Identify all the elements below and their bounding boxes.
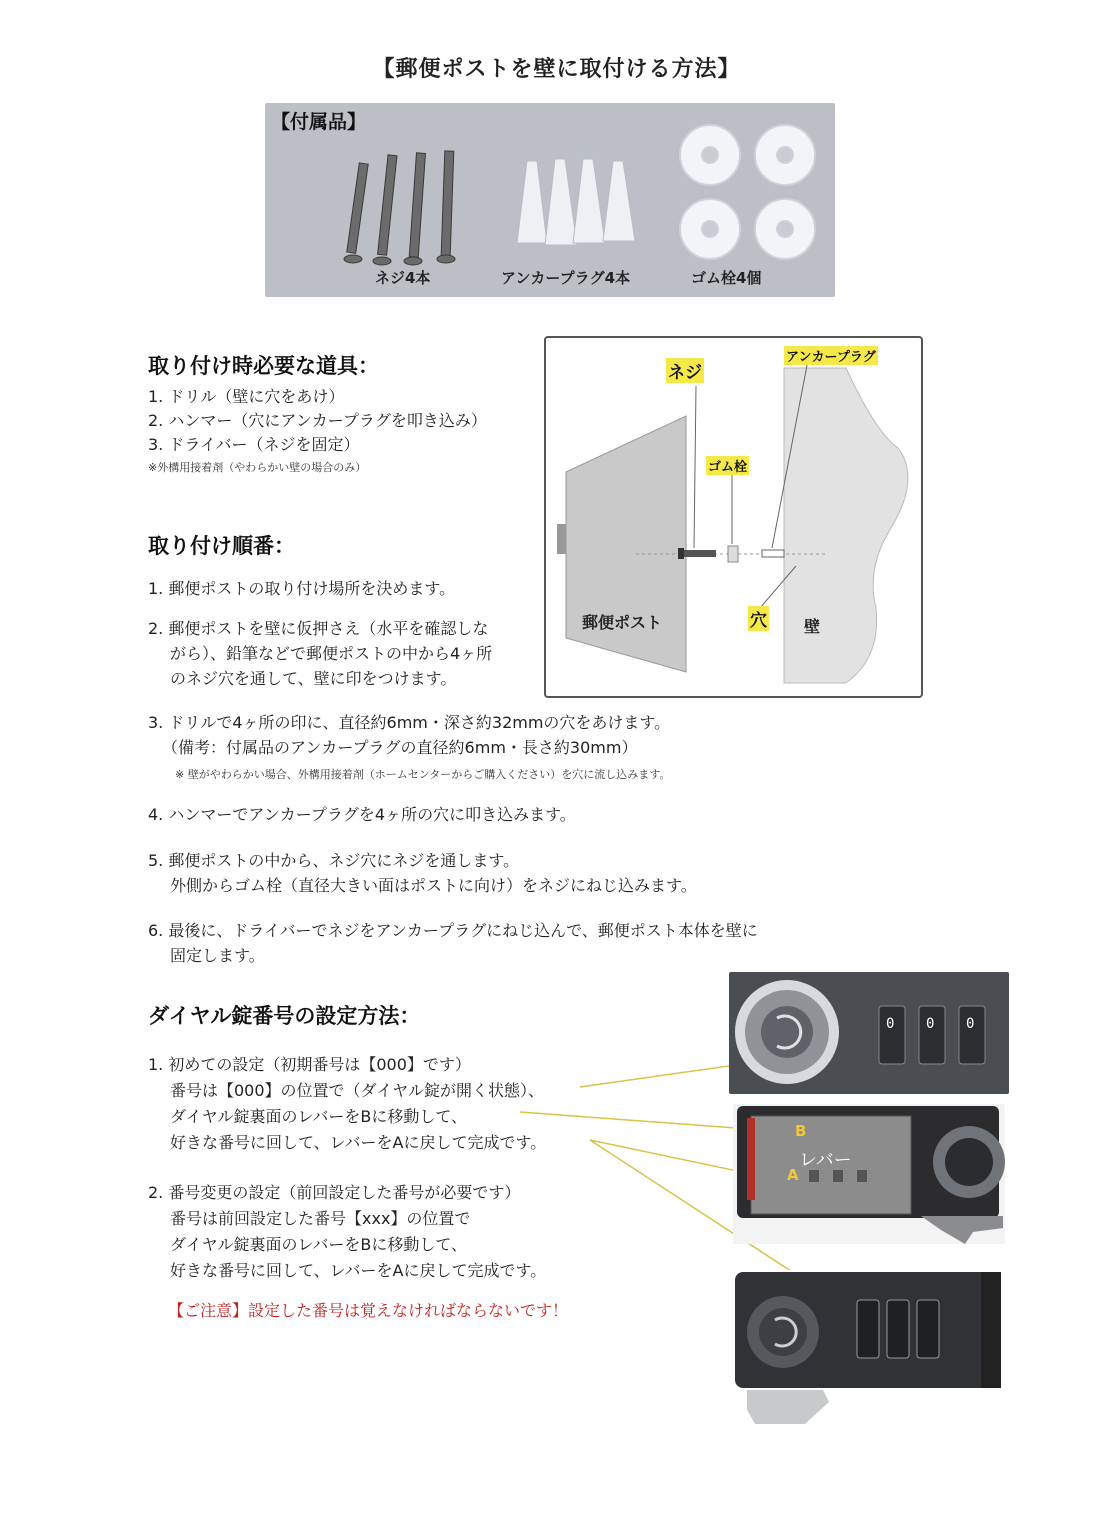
dial-change-line: ダイヤル錠裏面のレバーをBに移動して、: [170, 1235, 468, 1254]
label-hole: 穴: [748, 606, 769, 631]
step-2-line: がら）、鉛筆などで郵便ポストの中から4ヶ所: [170, 644, 493, 663]
step-4: 4. ハンマーでアンカープラグを4ヶ所の穴に叩き込みます。: [148, 805, 576, 824]
dial-digit: 0: [886, 1016, 895, 1032]
tool-line: 1. ドリル（壁に穴をあけ）: [148, 387, 345, 406]
post-edge: [557, 524, 566, 554]
step-3-line: 3. ドリルで4ヶ所の印に、直径約6mm・深さ約32mmの穴をあけます。: [148, 713, 671, 732]
anchor-plug-icon: [517, 159, 635, 245]
dial-change-line: 好きな番号に回して、レバーをAに戻して完成です。: [170, 1261, 547, 1280]
dial-lock-front-illustration: [729, 972, 1009, 1094]
dial-lock-side-illustration: [733, 1270, 1007, 1426]
wall-shape: [784, 368, 908, 683]
step-2-line: 2. 郵便ポストを壁に仮押さえ（水平を確認しな: [148, 619, 489, 638]
dial-change-line: 2. 番号変更の設定（前回設定した番号が必要です）: [148, 1183, 521, 1202]
dial-lock-side-photo: [733, 1270, 1007, 1426]
label-wall: 壁: [804, 617, 821, 636]
mounting-diagram: [544, 336, 923, 698]
dial-lock-back-photo: [733, 1104, 1005, 1244]
page-title: 【郵便ポストを壁に取付ける方法】: [372, 57, 741, 82]
tool-line: 2. ハンマー（穴にアンカープラグを叩き込み）: [148, 411, 487, 430]
screw-icon: [344, 151, 455, 265]
tool-line: 3. ドライバー（ネジを固定）: [148, 435, 360, 454]
lever-label-a: A: [787, 1166, 799, 1184]
tools-note: ※外構用接着剤（やわらかい壁の場合のみ）: [148, 461, 367, 474]
step-5-line: 外側からゴム栓（直径大きい面はポストに向け）をネジにねじ込みます。: [170, 876, 697, 895]
dial-digit: 0: [926, 1016, 935, 1032]
post-shape: [566, 416, 686, 672]
dial-change-line: 番号は前回設定した番号【xxx】の位置で: [170, 1209, 471, 1228]
tools-heading: 取り付け時必要な道具：: [148, 354, 379, 378]
step-3-line: （備考：付属品のアンカープラグの直径約6mm・長さ約30mm）: [162, 738, 638, 757]
label-post: 郵便ポスト: [582, 613, 663, 632]
caution-note: 【ご注意】設定した番号は覚えなければならないです！: [168, 1301, 569, 1320]
dial-initial-line: 番号は【000】の位置で（ダイヤル錠が開く状態）、: [170, 1081, 545, 1100]
caption-screws: ネジ4本: [375, 269, 431, 287]
dial-initial-line: 好きな番号に回して、レバーをAに戻して完成です。: [170, 1133, 547, 1152]
anchor-shape: [762, 550, 784, 557]
step-5-line: 5. 郵便ポストの中から、ネジ穴にネジを通します。: [148, 851, 520, 870]
label-screw: ネジ: [666, 358, 704, 383]
caption-stoppers: ゴム栓4個: [691, 269, 762, 287]
step-6-line: 6. 最後に、ドライバーでネジをアンカープラグにねじ込んで、郵便ポスト本体を壁に: [148, 921, 758, 940]
lever-label-b: B: [795, 1122, 807, 1140]
caption-anchors: アンカープラグ4本: [501, 269, 631, 287]
mounting-illustration: [546, 338, 921, 696]
rubber-stopper-icon: [680, 125, 815, 259]
dial-initial-line: 1. 初めての設定（初期番号は【000】です）: [148, 1055, 471, 1074]
step-1: 1. 郵便ポストの取り付け場所を決めます。: [148, 579, 456, 598]
rubber-shape: [728, 546, 738, 562]
dial-lock-front-photo: [729, 972, 1009, 1094]
label-anchor: アンカープラグ: [784, 346, 878, 365]
step-2-line: のネジ穴を通して、壁に印をつけます。: [170, 669, 457, 688]
dial-initial-line: ダイヤル錠裏面のレバーをBに移動して、: [170, 1107, 468, 1126]
order-heading: 取り付け順番：: [148, 534, 295, 558]
lever-label: レバー: [799, 1150, 852, 1171]
accessories-photo: [265, 103, 835, 297]
screw-shape: [682, 550, 716, 557]
dial-digit: 0: [966, 1016, 975, 1032]
step-3-note: ※ 壁がやわらかい場合、外構用接着剤（ホームセンターからご購入ください）を穴に流し込みます。: [175, 768, 671, 781]
dial-lock-back-illustration: [733, 1104, 1005, 1244]
label-rubber: ゴム栓: [706, 456, 749, 475]
accessories-heading: 【付属品】: [271, 111, 367, 133]
dial-heading: ダイヤル錠番号の設定方法：: [148, 1004, 421, 1028]
step-6-line: 固定します。: [170, 946, 265, 965]
